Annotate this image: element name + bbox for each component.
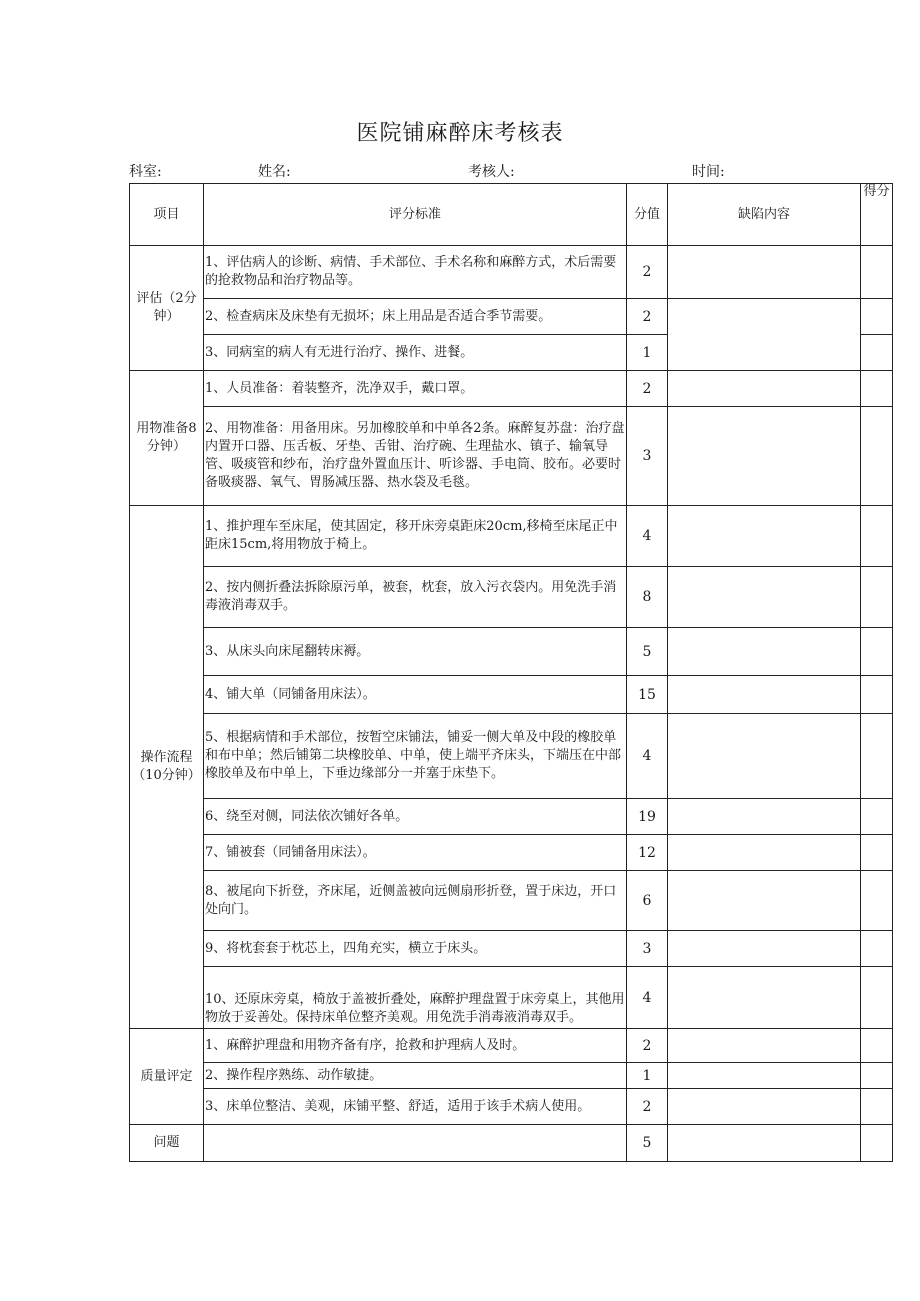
criteria-cell: 2、用物准备：用备用床。另加橡胶单和中单各2条。麻醉复苏盘：治疗盘内置开口器、压舌板、牙垫、舌钳、治疗碗、生理盐水、镇子、输氧导管、吸痰管和纱布，治疗盘外置血压计、听诊器、手电筒、胶布。必要时备吸痰器、氧气、胃肠减压器、热水袋及毛毯。 [204,407,627,506]
defects-cell[interactable] [668,506,861,567]
header-item: 项目 [130,184,204,246]
score-cell[interactable] [861,714,893,799]
table-row [130,628,893,676]
score-cell[interactable] [861,246,893,299]
department-label: 科室: [129,164,162,180]
criteria-cell: 9、将枕套套于枕芯上，四角充实，横立于床头。 [204,931,627,967]
criteria-cell: 6、绕至对侧，同法依次铺好各单。 [204,799,627,835]
defects-cell[interactable] [668,871,861,931]
section-preparation: 用物准备8分钟） [130,371,204,506]
table-row [130,1063,893,1089]
criteria-cell: 10、还原床旁桌，椅放于盖被折叠处，麻醉护理盘置于床旁桌上，其他用物放于妥善处。保持床单位整齐美观。用免洗手消毒液消毒双手。 [204,967,627,1029]
criteria-cell: 1、麻醉护理盘和用物齐备有序，抢救和护理病人及时。 [204,1029,627,1063]
points-cell: 3 [627,407,668,506]
criteria-cell: 7、铺被套（同铺备用床法）。 [204,835,627,871]
score-cell[interactable] [861,335,893,371]
section-issues: 问题 [130,1125,204,1162]
score-cell[interactable] [861,931,893,967]
criteria-cell: 2、检查病床及床垫有无损坏；床上用品是否适合季节需要。 [204,299,627,335]
criteria-cell: 1、推护理车至床尾，使其固定，移开床旁桌距床20cm,移椅至床尾正中距床15cm,将用物放于椅上。 [204,506,627,567]
criteria-cell: 8、被尾向下折登，齐床尾，近侧盖被向远侧扇形折登，置于床边，开口处向门。 [204,871,627,931]
score-cell[interactable] [861,1089,893,1125]
table-row [130,371,893,407]
defects-cell[interactable] [668,676,861,714]
table-header-row [130,184,893,246]
score-cell[interactable] [861,628,893,676]
points-cell: 3 [627,931,668,967]
criteria-cell: 4、铺大单（同铺备用床法）。 [204,676,627,714]
score-cell[interactable] [861,676,893,714]
table-row [130,1125,893,1162]
defects-cell[interactable] [668,1089,861,1125]
score-cell[interactable] [861,371,893,407]
examiner-label: 考核人: [468,164,515,180]
points-cell: 2 [627,299,668,335]
defects-cell[interactable] [668,1063,861,1089]
table-row [130,1089,893,1125]
points-cell: 1 [627,335,668,371]
section-quality: 质量评定 [130,1029,204,1125]
table-row [130,871,893,931]
score-cell[interactable] [861,799,893,835]
table-row [130,1029,893,1063]
score-cell[interactable] [861,506,893,567]
defects-cell[interactable] [668,931,861,967]
section-assessment: 评估（2分钟） [130,246,204,371]
defects-cell[interactable] [668,299,861,371]
points-cell: 4 [627,506,668,567]
header-score: 得分 [861,184,893,246]
time-label: 时间: [692,164,725,180]
points-cell: 4 [627,714,668,799]
table-row [130,567,893,628]
score-cell[interactable] [861,1125,893,1162]
criteria-cell: 2、按内侧折叠法拆除原污单，被套，枕套，放入污衣袋内。用免洗手消毒液消毒双手。 [204,567,627,628]
criteria-cell: 1、人员准备：着装整齐，洗净双手，戴口罩。 [204,371,627,407]
table-row [130,676,893,714]
table-row [130,299,893,335]
table-row [130,835,893,871]
header-points: 分值 [627,184,668,246]
table-row [130,799,893,835]
points-cell: 4 [627,967,668,1029]
score-cell[interactable] [861,1029,893,1063]
header-defects: 缺陷内容 [668,184,861,246]
points-cell: 2 [627,246,668,299]
name-label: 姓名: [258,164,291,180]
criteria-cell: 1、评估病人的诊断、病情、手术部位、手术名称和麻醉方式，术后需要的抢救物品和治疗物品等。 [204,246,627,299]
points-cell: 1 [627,1063,668,1089]
score-cell[interactable] [861,299,893,335]
section-procedure: 操作流程（10分钟） [130,506,204,1029]
score-cell[interactable] [861,835,893,871]
defects-cell[interactable] [668,1125,861,1162]
header-criteria: 评分标准 [204,184,627,246]
score-cell[interactable] [861,1063,893,1089]
points-cell: 2 [627,1029,668,1063]
defects-cell[interactable] [668,567,861,628]
table-row [130,246,893,299]
score-cell[interactable] [861,871,893,931]
criteria-cell: 2、操作程序熟练、动作敏捷。 [204,1063,627,1089]
points-cell: 15 [627,676,668,714]
criteria-cell: 3、从床头向床尾翻转床褥。 [204,628,627,676]
assessment-table [129,183,893,1162]
score-cell[interactable] [861,967,893,1029]
page-title: 医院铺麻醉床考核表 [356,121,564,146]
defects-cell[interactable] [668,246,861,299]
table-row [130,714,893,799]
defects-cell[interactable] [668,1029,861,1063]
points-cell: 19 [627,799,668,835]
defects-cell[interactable] [668,407,861,506]
defects-cell[interactable] [668,371,861,407]
defects-cell[interactable] [668,714,861,799]
criteria-cell[interactable] [204,1125,627,1162]
points-cell: 5 [627,628,668,676]
table-row [130,931,893,967]
criteria-cell: 5、根据病情和手术部位，按暂空床铺法，铺妥一侧大单及中段的橡胶单和布中单；然后铺第二块橡胶单、中单，使上端平齐床头，下端压在中部橡胶单及布中单上，下垂边缘部分一并塞于床垫下。 [204,714,627,799]
defects-cell[interactable] [668,628,861,676]
defects-cell[interactable] [668,967,861,1029]
table-row [130,967,893,1029]
table-row [130,407,893,506]
defects-cell[interactable] [668,835,861,871]
table-row [130,506,893,567]
points-cell: 2 [627,1089,668,1125]
points-cell: 12 [627,835,668,871]
points-cell: 2 [627,371,668,407]
points-cell: 6 [627,871,668,931]
score-cell[interactable] [861,567,893,628]
criteria-cell: 3、床单位整洁、美观，床铺平整、舒适，适用于该手术病人使用。 [204,1089,627,1125]
score-cell[interactable] [861,407,893,506]
points-cell: 5 [627,1125,668,1162]
criteria-cell: 3、同病室的病人有无进行治疗、操作、进餐。 [204,335,627,371]
defects-cell[interactable] [668,799,861,835]
points-cell: 8 [627,567,668,628]
